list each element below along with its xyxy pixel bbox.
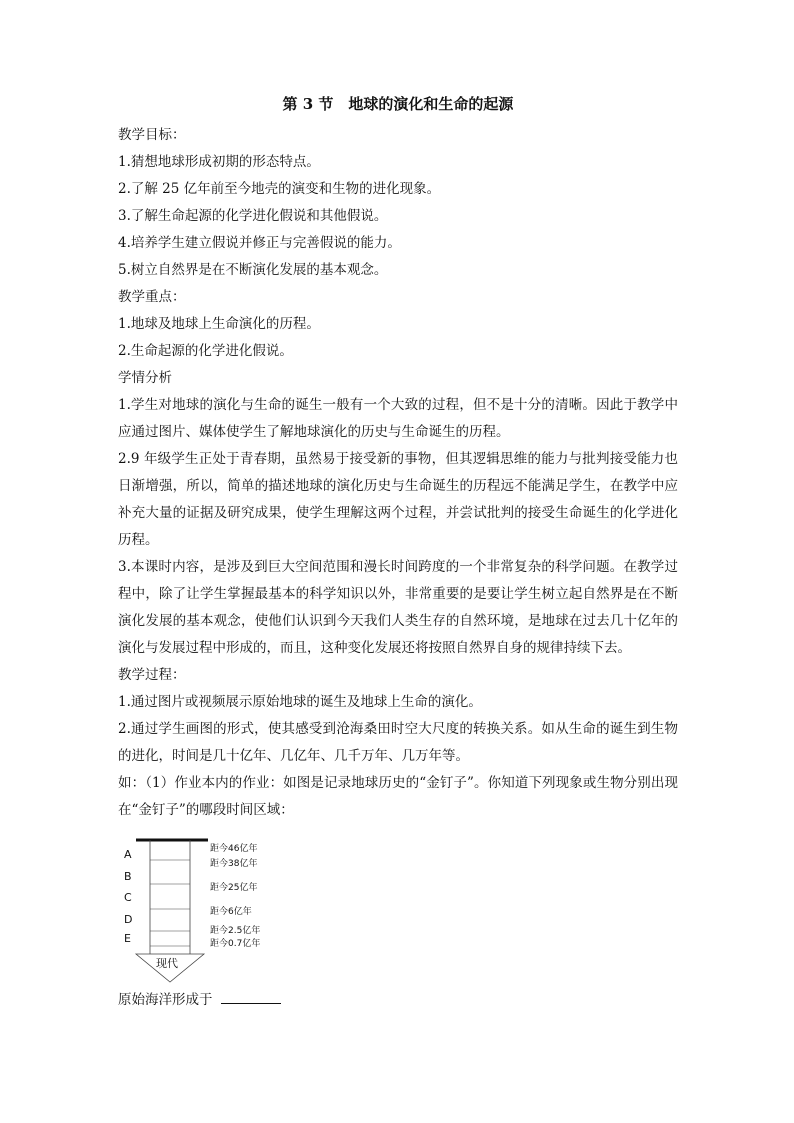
process-item: 1.通过图片或视频展示原始地球的诞生及地球上生命的演化。: [118, 694, 482, 710]
golden-spike-svg: [118, 836, 298, 986]
objective-item: 4.培养学生建立假说并修正与完善假说的能力。: [118, 235, 401, 251]
question-line: [118, 988, 281, 1012]
analysis-paragraph: 1.学生对地球的演化与生命的诞生一般有一个大致的过程，但不是十分的清晰。因此于教学中应通过图片、媒体使学生了解地球演化的历史与生命诞生的历程。: [118, 397, 678, 440]
segment-label: C: [124, 891, 132, 904]
golden-spike-diagram: [118, 836, 298, 986]
time-label: 距今2.5亿年: [210, 926, 261, 936]
process-heading: 教学过程：: [118, 667, 186, 683]
segment-label: A: [124, 848, 132, 861]
analysis-paragraph: 2.9 年级学生正处于青春期，虽然易于接受新的事物，但其逻辑思维的能力与批判接受能力也日渐增强，所以，简单的描述地球的演化历史与生命诞生的历程远不能满足学生，在教学中应补充大量的证据及研究成果，使学生理解这两个过程，并尝试批判的接受生命诞生的化学进化历程。: [118, 451, 678, 548]
page-title: 第 3 节 地球的演化和生命的起源: [282, 95, 514, 113]
objective-item: 1.猜想地球形成初期的形态特点。: [118, 154, 320, 170]
time-label: 距今25亿年: [210, 883, 258, 893]
process-item: 如：（1）作业本内的作业：如图是记录地球历史的“金钉子”。你知道下列现象或生物分别出现在“金钉子”的哪段时间区域：: [118, 775, 678, 818]
key-points-heading: 教学重点：: [118, 289, 186, 305]
objective-item: 5.树立自然界是在不断演化发展的基本观念。: [118, 262, 388, 278]
time-label: 距今46亿年: [210, 844, 258, 854]
key-point-item: 2.生命起源的化学进化假说。: [118, 343, 293, 359]
analysis-heading: 学情分析: [118, 370, 172, 386]
process-item: 2.通过学生画图的形式，使其感受到沧海桑田时空大尺度的转换关系。如从生命的诞生到生物的进化，时间是几十亿年、几亿年、几千万年、几万年等。: [118, 721, 678, 764]
objective-item: 3.了解生命起源的化学进化假说和其他假说。: [118, 208, 388, 224]
answer-blank[interactable]: [221, 989, 281, 1004]
document-body: [118, 92, 678, 824]
time-label: 距今38亿年: [210, 859, 258, 869]
key-point-item: 1.地球及地球上生命演化的历程。: [118, 316, 320, 332]
time-label: 距今0.7亿年: [210, 939, 261, 949]
objective-item: 2.了解 25 亿年前至今地壳的演变和生物的进化现象。: [118, 181, 441, 197]
segment-label: E: [124, 932, 131, 945]
segment-label: B: [124, 870, 132, 883]
segment-label: D: [124, 913, 133, 926]
objectives-heading: 教学目标：: [118, 127, 186, 143]
time-label: 距今6亿年: [210, 907, 252, 917]
analysis-paragraph: 3.本课时内容，是涉及到巨大空间范围和漫长时间跨度的一个非常复杂的科学问题。在教学过程中，除了让学生掌握最基本的科学知识以外，非常重要的是要让学生树立起自然界是在不断演化发展的基本观念，使他们认识到今天我们人类生存的自然环境，是地球在过去几十亿年的演化与发展过程中形成的，而且，这种变化发展还将按照自然界自身的规律持续下去。: [118, 559, 678, 656]
question-label: 原始海洋形成于: [118, 992, 213, 1008]
tip-label: 现代: [156, 957, 178, 970]
